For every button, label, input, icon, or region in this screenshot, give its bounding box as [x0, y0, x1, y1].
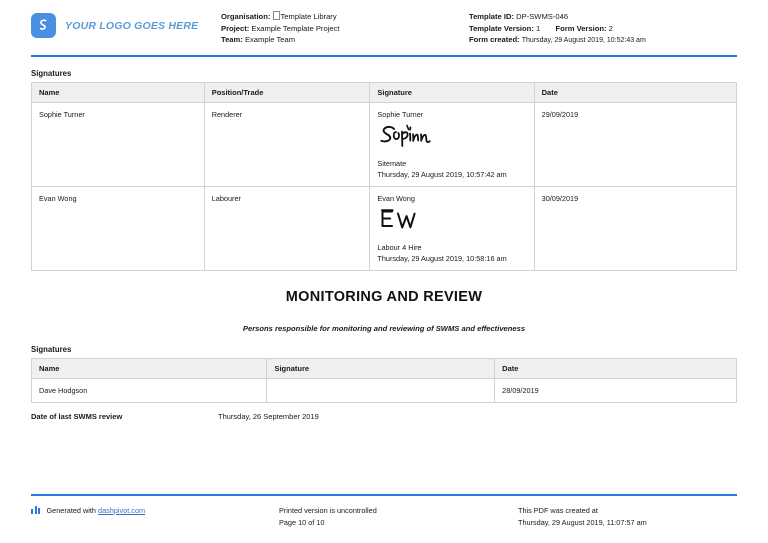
last-review-label: Date of last SWMS review — [31, 412, 123, 421]
organisation-value: Template Library — [280, 12, 337, 21]
form-created-row — [469, 34, 737, 47]
column-header-name: Name — [32, 83, 205, 103]
project-value: Example Template Project — [251, 23, 340, 33]
template-version-value: 1 — [535, 23, 541, 33]
team-value: Example Team — [244, 35, 296, 45]
column-header-signature: Signature — [370, 83, 534, 103]
last-review-value: Thursday, 26 September 2019 — [218, 412, 319, 421]
table-header-row — [32, 83, 737, 103]
template-id-row — [469, 11, 737, 23]
logo-block — [31, 11, 221, 38]
template-id-value: DP-SWMS-046 — [516, 12, 569, 21]
missing-glyph-icon — [273, 11, 280, 20]
cell-signature — [370, 103, 534, 187]
monitoring-signatures-table — [31, 358, 737, 403]
column-header-position: Position/Trade — [204, 83, 370, 103]
header-divider — [31, 55, 737, 57]
template-version-label: Template Version: — [469, 23, 534, 33]
organisation-row — [221, 11, 469, 23]
signatures-table — [31, 82, 737, 271]
signature-company: Sitemate — [377, 159, 407, 168]
bar-chart-icon — [31, 506, 42, 514]
signatures-section-label: Signatures — [31, 69, 72, 78]
pdf-created-label: This PDF was created at — [518, 506, 598, 515]
table-row — [32, 187, 737, 271]
cell-date: 30/09/2019 — [534, 187, 736, 271]
signature-timestamp: Thursday, 29 August 2019, 10:58:16 am — [377, 254, 507, 263]
document-footer — [31, 494, 737, 528]
project-row — [221, 23, 469, 35]
footer-divider — [31, 494, 737, 496]
cell-name: Sophie Turner — [32, 103, 205, 187]
page-title: MONITORING AND REVIEW — [285, 289, 483, 305]
monitoring-subheading: Persons responsible for monitoring and reviewing of SWMS and effectiveness — [242, 324, 526, 333]
team-row — [221, 34, 469, 46]
organisation-label: Organisation: — [221, 12, 271, 21]
form-created-label: Form created: — [469, 35, 520, 45]
cell-date: 28/09/2019 — [495, 379, 737, 403]
column-header-date: Date — [495, 359, 737, 379]
monitoring-signatures-label: Signatures — [31, 345, 72, 354]
handwritten-signature-ew — [377, 206, 526, 236]
team-label: Team: — [221, 35, 243, 45]
cell-signature — [370, 187, 534, 271]
footer-pdf-block — [518, 505, 737, 528]
cell-signature — [267, 379, 495, 403]
generated-with-label: Generated with — [46, 506, 96, 515]
handwritten-signature-sophie — [377, 122, 526, 152]
signature-name: Sophie Turner — [377, 110, 424, 119]
table-row — [32, 103, 737, 187]
table-header-row — [32, 359, 737, 379]
column-header-signature: Signature — [267, 359, 495, 379]
template-version-row — [469, 23, 737, 35]
form-version-label: Form Version: — [555, 23, 607, 33]
signature-company: Labour 4 Hire — [377, 243, 422, 252]
cell-position: Labourer — [204, 187, 370, 271]
pdf-created-value: Thursday, 29 August 2019, 11:07:57 am — [518, 517, 647, 527]
header-meta-left — [221, 11, 469, 46]
dashpivot-link[interactable]: dashpivot.com — [98, 506, 146, 515]
cell-name: Evan Wong — [32, 187, 205, 271]
column-header-date: Date — [534, 83, 736, 103]
dashpivot-logo-icon — [31, 13, 56, 38]
template-id-label: Template ID: — [469, 12, 515, 21]
table-row — [32, 379, 737, 403]
page-number: Page 10 of 10 — [279, 517, 325, 527]
project-label: Project: — [221, 23, 250, 33]
document-header — [31, 0, 737, 49]
footer-generated-block — [31, 505, 279, 528]
last-review-row — [31, 412, 737, 421]
cell-position: Renderer — [204, 103, 370, 187]
form-created-value: Thursday, 29 August 2019, 10:52:43 am — [521, 37, 646, 45]
header-meta-right — [469, 11, 737, 47]
logo-text: YOUR LOGO GOES HERE — [65, 19, 199, 32]
cell-name: Dave Hodgson — [32, 379, 267, 403]
cell-date: 29/09/2019 — [534, 103, 736, 187]
signature-name: Evan Wong — [377, 194, 415, 203]
column-header-name: Name — [32, 359, 267, 379]
signature-timestamp: Thursday, 29 August 2019, 10:57:42 am — [377, 170, 507, 179]
form-version-value: 2 — [608, 23, 613, 33]
footer-print-block — [279, 505, 518, 528]
printed-notice: Printed version is uncontrolled — [279, 506, 377, 515]
